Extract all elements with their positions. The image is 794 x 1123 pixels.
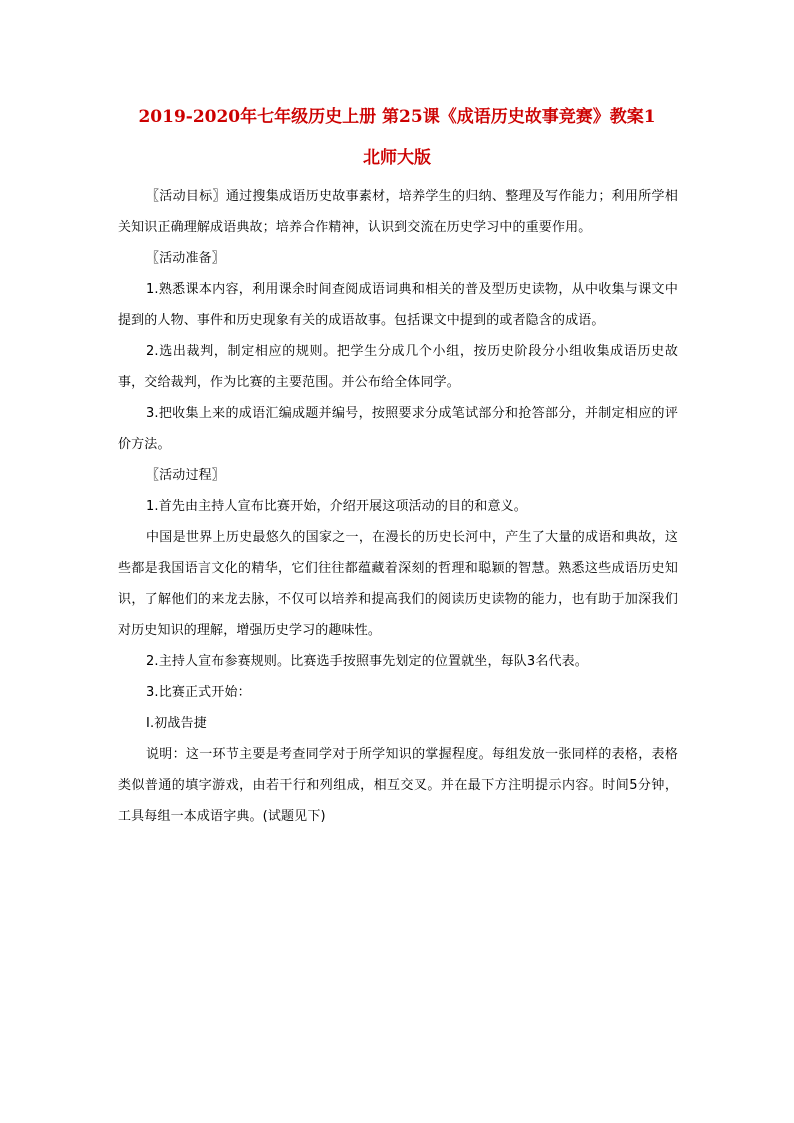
paragraph-round-1-description: 说明：这一环节主要是考查同学对于所学知识的掌握程度。每组发放一张同样的表格，表格类似普通的填字游戏，由若干行和列组成，相互交叉。并在最下方注明提示内容。时间5分钟，工具每组一本成语字典。(试题见下) xyxy=(118,747,678,824)
paragraph-significance: 中国是世界上历史最悠久的国家之一，在漫长的历史长河中，产生了大量的成语和典故，这些都是我国语言文化的精华，它们往往都蕴藏着深刻的哲理和聪颖的智慧。熟悉这些成语历史知识，了解他们的来龙去脉，不仅可以培养和提高我们的阅读历史读物的能力，也有助于加深我们对历史知识的理解，增强历史学习的趣味性。 xyxy=(118,530,678,638)
paragraph-process-3: 3.比赛正式开始： xyxy=(146,685,251,700)
heading-activity-process: 〖活动过程〗 xyxy=(146,468,225,483)
paragraph-activity-goal: 〖活动目标〗通过搜集成语历史故事素材，培养学生的归纳、整理及写作能力；利用所学相关知识正确理解成语典故；培养合作精神，认识到交流在历史学习中的重要作用。 xyxy=(118,189,678,235)
document-title-line-1: 2019-2020年七年级历史上册 第25课《成语历史故事竞赛》教案1 xyxy=(138,107,656,127)
paragraph-preparation-2: 2.选出裁判，制定相应的规则。把学生分成几个小组，按历史阶段分小组收集成语历史故事，交给裁判，作为比赛的主要范围。并公布给全体同学。 xyxy=(118,344,678,390)
paragraph-preparation-1: 1.熟悉课本内容，利用课余时间查阅成语词典和相关的普及型历史读物，从中收集与课文中提到的人物、事件和历史现象有关的成语故事。包括课文中提到的或者隐含的成语。 xyxy=(118,282,678,328)
paragraph-process-1: 1.首先由主持人宣布比赛开始，介绍开展这项活动的目的和意义。 xyxy=(146,499,527,514)
document-title-line-2: 北师大版 xyxy=(363,148,431,168)
heading-round-1: Ⅰ.初战告捷 xyxy=(146,716,207,731)
heading-activity-preparation: 〖活动准备〗 xyxy=(146,251,225,266)
document-body xyxy=(118,181,678,832)
paragraph-process-2: 2.主持人宣布参赛规则。比赛选手按照事先划定的位置就坐，每队3名代表。 xyxy=(146,654,588,669)
paragraph-preparation-3: 3.把收集上来的成语汇编成题并编号，按照要求分成笔试部分和抢答部分，并制定相应的评价方法。 xyxy=(118,406,678,452)
